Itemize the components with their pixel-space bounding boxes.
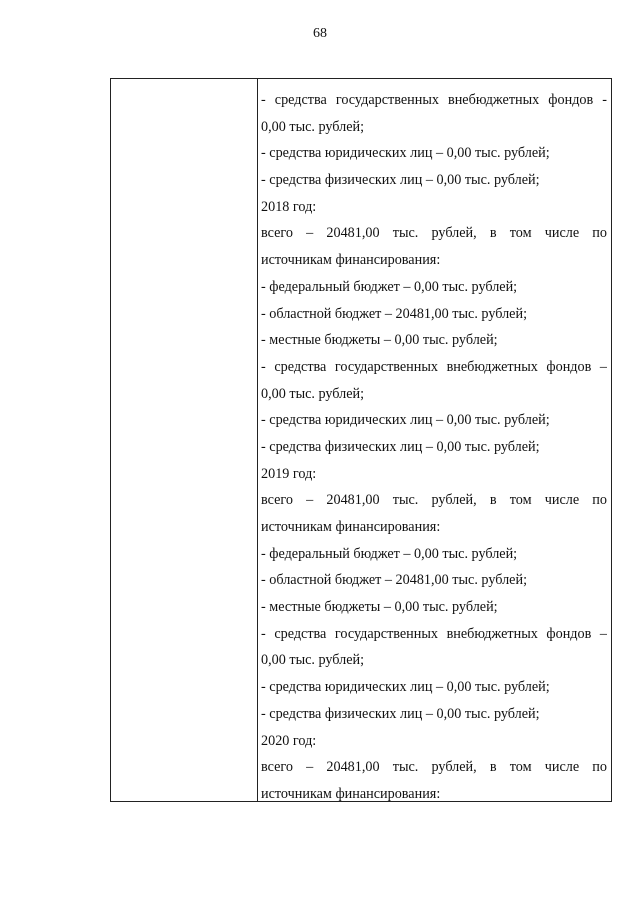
funding-text-line: источникам финансирования: bbox=[261, 785, 441, 802]
funding-text-line: 0,00 тыс. рублей; bbox=[261, 118, 365, 135]
funding-text-line: - средства юридических лиц – 0,00 тыс. рублей; bbox=[261, 679, 550, 696]
funding-text-line: 2018 год: bbox=[261, 198, 317, 215]
funding-text-line: всего – 20481,00 тыс. рублей, в том числе по bbox=[261, 759, 607, 776]
column-divider bbox=[257, 79, 258, 801]
funding-text-line: - средства государственных внебюджетных фондов – bbox=[261, 358, 607, 375]
funding-text-line: - областной бюджет – 20481,00 тыс. рублей; bbox=[261, 572, 528, 589]
funding-text-line: 2020 год: bbox=[261, 732, 317, 749]
funding-text-line: 0,00 тыс. рублей; bbox=[261, 652, 365, 669]
funding-text-line: - федеральный бюджет – 0,00 тыс. рублей; bbox=[261, 545, 518, 562]
funding-text-line: - средства физических лиц – 0,00 тыс. рублей; bbox=[261, 438, 540, 455]
funding-text-line: всего – 20481,00 тыс. рублей, в том числе по bbox=[261, 492, 607, 509]
funding-text-line: - областной бюджет – 20481,00 тыс. рублей; bbox=[261, 305, 528, 322]
funding-text-line: 2019 год: bbox=[261, 465, 317, 482]
funding-text-line: - местные бюджеты – 0,00 тыс. рублей; bbox=[261, 332, 498, 349]
funding-text-line: - федеральный бюджет – 0,00 тыс. рублей; bbox=[261, 278, 518, 295]
funding-text-line: - средства физических лиц – 0,00 тыс. рублей; bbox=[261, 172, 540, 189]
funding-table bbox=[110, 78, 612, 802]
funding-text-line: - средства физических лиц – 0,00 тыс. рублей; bbox=[261, 705, 540, 722]
funding-text-line: - средства юридических лиц – 0,00 тыс. рублей; bbox=[261, 145, 550, 162]
funding-text-line: - средства юридических лиц – 0,00 тыс. рублей; bbox=[261, 412, 550, 429]
funding-text-line: источникам финансирования: bbox=[261, 519, 441, 535]
funding-text-line: - средства государственных внебюджетных фондов – bbox=[261, 625, 607, 642]
funding-text-line: - средства государственных внебюджетных фондов - bbox=[261, 92, 607, 108]
funding-text-line: источникам финансирования: bbox=[261, 252, 441, 269]
funding-text-line: всего – 20481,00 тыс. рублей, в том числе по bbox=[261, 225, 607, 242]
funding-text-line: 0,00 тыс. рублей; bbox=[261, 385, 365, 402]
table-left-cell bbox=[111, 79, 257, 801]
funding-text-line: - местные бюджеты – 0,00 тыс. рублей; bbox=[261, 599, 498, 616]
table-right-cell bbox=[261, 87, 607, 808]
page-number: 68 bbox=[313, 26, 327, 41]
